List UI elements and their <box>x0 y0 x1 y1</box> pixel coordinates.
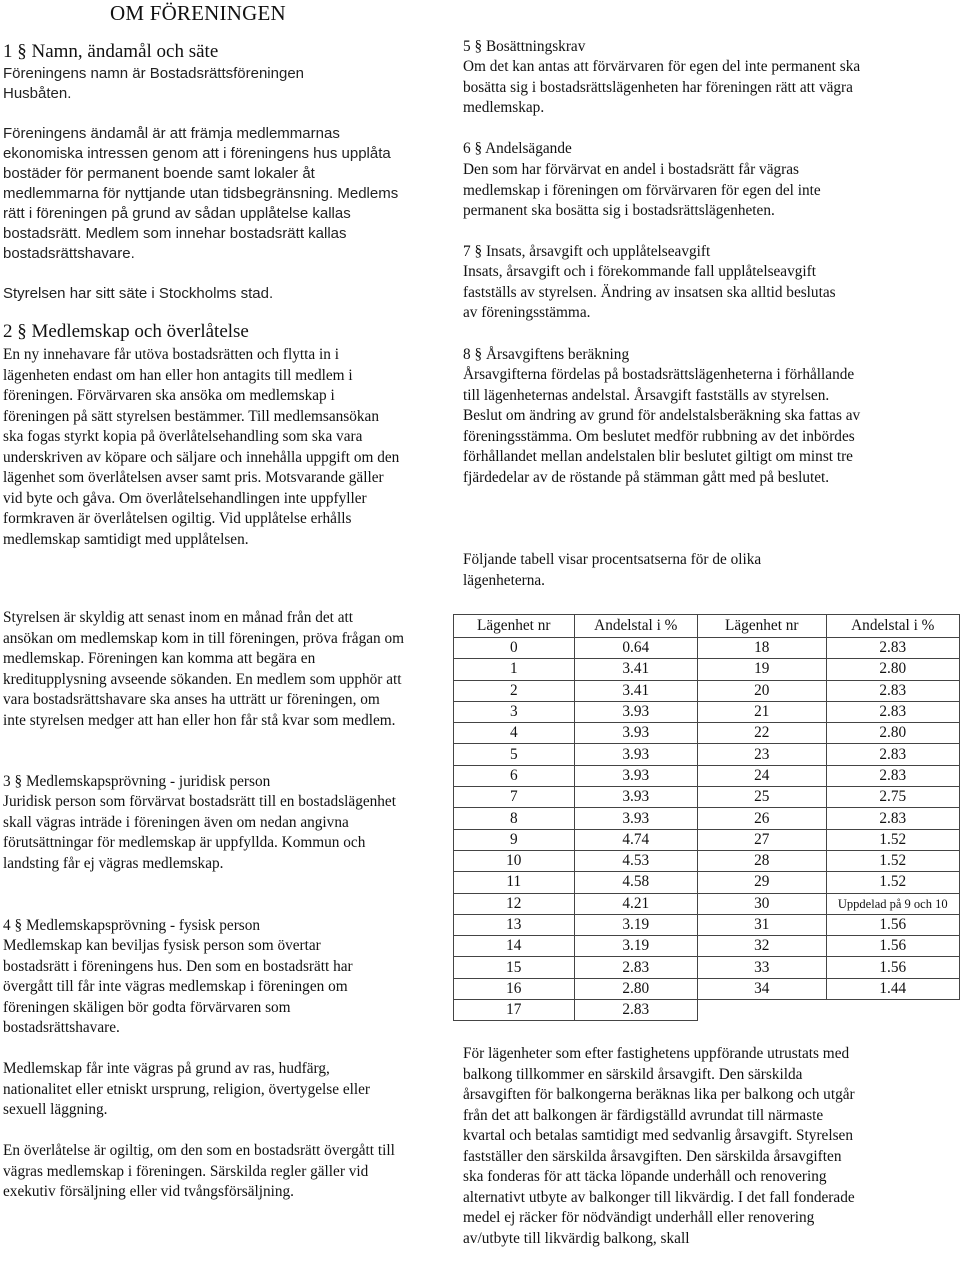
table-cell: 24 <box>698 765 826 786</box>
table-cell: 1.56 <box>826 957 959 978</box>
section-8-text: Årsavgifterna fördelas på bostadsrättslägenheterna i förhållande till lägenheternas andelstal. Årsavgift fastställs av styrelsen. Beslut om ändring av grund för andelstalsberäkning ska fattas av föreningsstämma. Om beslutet medför rubbning av det inbördes förhållandet mellan andelstalen blir beslutet giltigt om minst tre fjärdedelar av de röstande på stämman gått med på beslutet. <box>463 366 861 486</box>
table-cell: 30 <box>698 893 826 914</box>
table-row <box>454 978 960 999</box>
table-cell: 8 <box>454 808 575 829</box>
header-lagenhet-nr: Lägenhet nr <box>698 615 826 638</box>
table-cell: 3.93 <box>574 744 698 765</box>
table-row <box>454 872 960 893</box>
table-cell: 2.83 <box>826 765 959 786</box>
table-row <box>454 638 960 659</box>
table-cell: 31 <box>698 914 826 935</box>
table-row <box>454 1000 960 1021</box>
table-cell: 20 <box>698 680 826 701</box>
table-cell: 2.83 <box>826 638 959 659</box>
table-row <box>454 808 960 829</box>
table-cell: 0.64 <box>574 638 698 659</box>
section-3-heading: 3 § Medlemskapsprövning - juridisk person <box>3 773 271 790</box>
page-title: OM FÖRENINGEN <box>110 1 286 25</box>
table-cell: 4.53 <box>574 850 698 871</box>
table-cell: 7 <box>454 787 575 808</box>
table-cell: 2 <box>454 680 575 701</box>
section-8-table-intro: Följande tabell visar procentsatserna för de olika lägenheterna. <box>463 551 762 589</box>
table-cell: 1.52 <box>826 872 959 893</box>
table-cell: 1.44 <box>826 978 959 999</box>
table-cell: 4.58 <box>574 872 698 893</box>
table-cell <box>826 1000 959 1021</box>
section-6-text: Den som har förvärvat en andel i bostadsrätt får vägras medlemskap i föreningen om förvärvaren för egen del inte permanent ska bosätta sig i bostadsrättslägenheten. <box>463 161 821 219</box>
section-5-heading: 5 § Bosättningskrav <box>463 38 586 55</box>
section-4-discrimination-text: Medlemskap får inte vägras på grund av ras, hudfärg, nationalitet eller etniskt ursprung, religion, övertygelse eller sexuell läggning. <box>3 1060 371 1118</box>
table-header-row <box>454 615 960 638</box>
section-7-heading: 7 § Insats, årsavgift och upplåtelseavgift <box>463 243 711 260</box>
section-1-name-text: Föreningens namn är Bostadsrättsföreningen Husbåten. <box>3 65 305 102</box>
table-cell: 2.83 <box>574 1000 698 1021</box>
table-cell: 13 <box>454 914 575 935</box>
section-4-text: Medlemskap kan beviljas fysisk person som övertar bostadsrätt i föreningens hus. Den som en bostadsrätt har övergått till får inte vägras medlemskap i föreningen om föreningen skäligen bör godta förvärvaren som bostadsrättshavare. <box>3 937 353 1036</box>
table-cell: 6 <box>454 765 575 786</box>
table-row <box>454 787 960 808</box>
table-row <box>454 914 960 935</box>
section-4-invalid-text: En överlåtelse är ogiltig, om den som en bostadsrätt övergått till vägras medlemskap i föreningen. Särskilda regler gäller vid exekutiv försäljning eller vid tvångsförsäljning. <box>3 1142 395 1200</box>
section-1-seat-text: Styrelsen har sitt säte i Stockholms stad. <box>3 285 274 302</box>
table-cell: Uppdelad på 9 och 10 <box>826 893 959 914</box>
table-cell: 15 <box>454 957 575 978</box>
section-7-text: Insats, årsavgift och i förekommande fall upplåtelseavgift fastställs av styrelsen. Ändring av insatsen ska alltid beslutas av föreningsstämma. <box>463 263 836 321</box>
table-cell: 3.93 <box>574 723 698 744</box>
table-cell: 3.19 <box>574 936 698 957</box>
header-andelstal: Andelstal i % <box>826 615 959 638</box>
table-row <box>454 893 960 914</box>
table-cell: 2.83 <box>826 808 959 829</box>
section-2-heading: 2 § Medlemskap och överlåtelse <box>3 321 249 342</box>
table-cell: 23 <box>698 744 826 765</box>
table-cell: 22 <box>698 723 826 744</box>
table-cell: 2.80 <box>826 659 959 680</box>
table-cell: 4.74 <box>574 829 698 850</box>
table-cell: 1.52 <box>826 829 959 850</box>
table-cell: 16 <box>454 978 575 999</box>
table-cell: 21 <box>698 701 826 722</box>
table-cell: 27 <box>698 829 826 850</box>
table-cell: 2.75 <box>826 787 959 808</box>
table-row <box>454 957 960 978</box>
table-cell: 9 <box>454 829 575 850</box>
table-cell: 12 <box>454 893 575 914</box>
table-cell: 33 <box>698 957 826 978</box>
section-5-text: Om det kan antas att förvärvaren för egen del inte permanent ska bosätta sig i bostadsrättslägenheten har föreningen rätt att vägra medlemskap. <box>463 58 861 116</box>
section-1-heading: 1 § Namn, ändamål och säte <box>3 41 219 62</box>
table-row <box>454 701 960 722</box>
table-cell: 2.80 <box>574 978 698 999</box>
table-cell: 2.83 <box>826 744 959 765</box>
table-cell: 1.52 <box>826 850 959 871</box>
table-cell: 3.19 <box>574 914 698 935</box>
andelstal-table <box>453 614 960 1021</box>
table-cell: 5 <box>454 744 575 765</box>
table-cell <box>698 1000 826 1021</box>
table-cell: 2.83 <box>574 957 698 978</box>
table-cell: 25 <box>698 787 826 808</box>
section-6-heading: 6 § Andelsägande <box>463 140 572 157</box>
section-2-board-text: Styrelsen är skyldig att senast inom en månad från det att ansökan om medlemskap kom in till föreningen, pröva frågan om medlemskap. Föreningen kan komma att begära en kreditupplysning avseende sökanden. En medlem som upphör att vara bostadsrättshavare ska anses ha utträtt ur föreningen, om inte styrelsen medger att han eller hon får stå kvar som medlem. <box>3 609 405 729</box>
table-cell: 2.80 <box>826 723 959 744</box>
table-cell: 34 <box>698 978 826 999</box>
table-cell: 3 <box>454 701 575 722</box>
table-row <box>454 659 960 680</box>
table-cell: 3.93 <box>574 701 698 722</box>
section-2-text: En ny innehavare får utöva bostadsrätten och flytta in i lägenheten endast om han eller hon antagits till medlem i föreningen. Förvärvaren ska ansöka om medlemskap i föreningen på sätt styrelsen bestämmer. Till medlemsansökan ska fogas styrkt kopia på överlåtelsehandling som ska vara underskriven av köpare och säljare och innehålla uppgift om den lägenhet som överlåtelsen avser samt pris. Motsvarande gäller vid byte och gåva. Om överlåtelsehandlingen inte uppfyller formkraven är överlåtelsen ogiltig. Vid upplåtelse erhålls medlemskap samtidigt med upplåtelsen. <box>3 346 400 548</box>
table-cell: 11 <box>454 872 575 893</box>
table-cell: 1.56 <box>826 914 959 935</box>
table-row <box>454 680 960 701</box>
table-cell: 3.41 <box>574 680 698 701</box>
table-cell: 2.83 <box>826 701 959 722</box>
table-cell: 1 <box>454 659 575 680</box>
table-cell: 3.93 <box>574 787 698 808</box>
section-8-heading: 8 § Årsavgiftens beräkning <box>463 346 630 363</box>
table-row <box>454 936 960 957</box>
table-row <box>454 765 960 786</box>
table-cell: 4 <box>454 723 575 744</box>
table-cell: 2.83 <box>826 680 959 701</box>
table-cell: 17 <box>454 1000 575 1021</box>
table-cell: 19 <box>698 659 826 680</box>
header-lagenhet-nr: Lägenhet nr <box>454 615 575 638</box>
table-cell: 10 <box>454 850 575 871</box>
table-cell: 0 <box>454 638 575 659</box>
table-row <box>454 850 960 871</box>
table-row <box>454 723 960 744</box>
table-cell: 3.41 <box>574 659 698 680</box>
section-4-heading: 4 § Medlemskapsprövning - fysisk person <box>3 917 261 934</box>
table-row <box>454 829 960 850</box>
table-cell: 3.93 <box>574 765 698 786</box>
table-row <box>454 744 960 765</box>
header-andelstal: Andelstal i % <box>574 615 698 638</box>
table-cell: 18 <box>698 638 826 659</box>
section-1-purpose-text: Föreningens ändamål är att främja medlemmarnas ekonomiska intressen genom att i föreningens hus upplåta bostäder för permanent boende samt lokaler åt medlemmarna för nyttjande utan tidsbegränsning. Medlems rätt i föreningen på grund av sådan upplåtelse kallas bostadsrätt. Medlem som innehar bostadsrätt kallas bostadsrättshavare. <box>3 125 399 262</box>
section-3-text: Juridisk person som förvärvat bostadsrätt till en bostadslägenhet skall vägras inträde i föreningen även om nedan angivna förutsättningar för medlemskap är uppfyllda. Kommun och landsting får ej vägras medlemskap. <box>3 793 396 872</box>
section-8-balcony-text: För lägenheter som efter fastighetens uppförande utrustats med balkong tillkommer en särskild årsavgift. Den särskilda årsavgiften för balkongerna beräknas lika per balkong och utgår från det att balkongen är färdigställd avrundat till närmaste kvartal och betalas samtidigt med sedvanlig årsavgift. Styrelsen fastställer den särskilda årsavgiften. Den särskilda årsavgiften ska fonderas för att täcka löpande underhåll och renovering alternativt utbyte av balkonger till likvärdig. I det fall fonderade medel ej räcker för nödvändigt underhåll eller renovering av/utbyte till likvärdig balkong, skall <box>463 1045 855 1247</box>
table-cell: 26 <box>698 808 826 829</box>
table-cell: 1.56 <box>826 936 959 957</box>
table-cell: 32 <box>698 936 826 957</box>
table-cell: 14 <box>454 936 575 957</box>
table-cell: 29 <box>698 872 826 893</box>
table-cell: 4.21 <box>574 893 698 914</box>
table-cell: 28 <box>698 850 826 871</box>
table-cell: 3.93 <box>574 808 698 829</box>
